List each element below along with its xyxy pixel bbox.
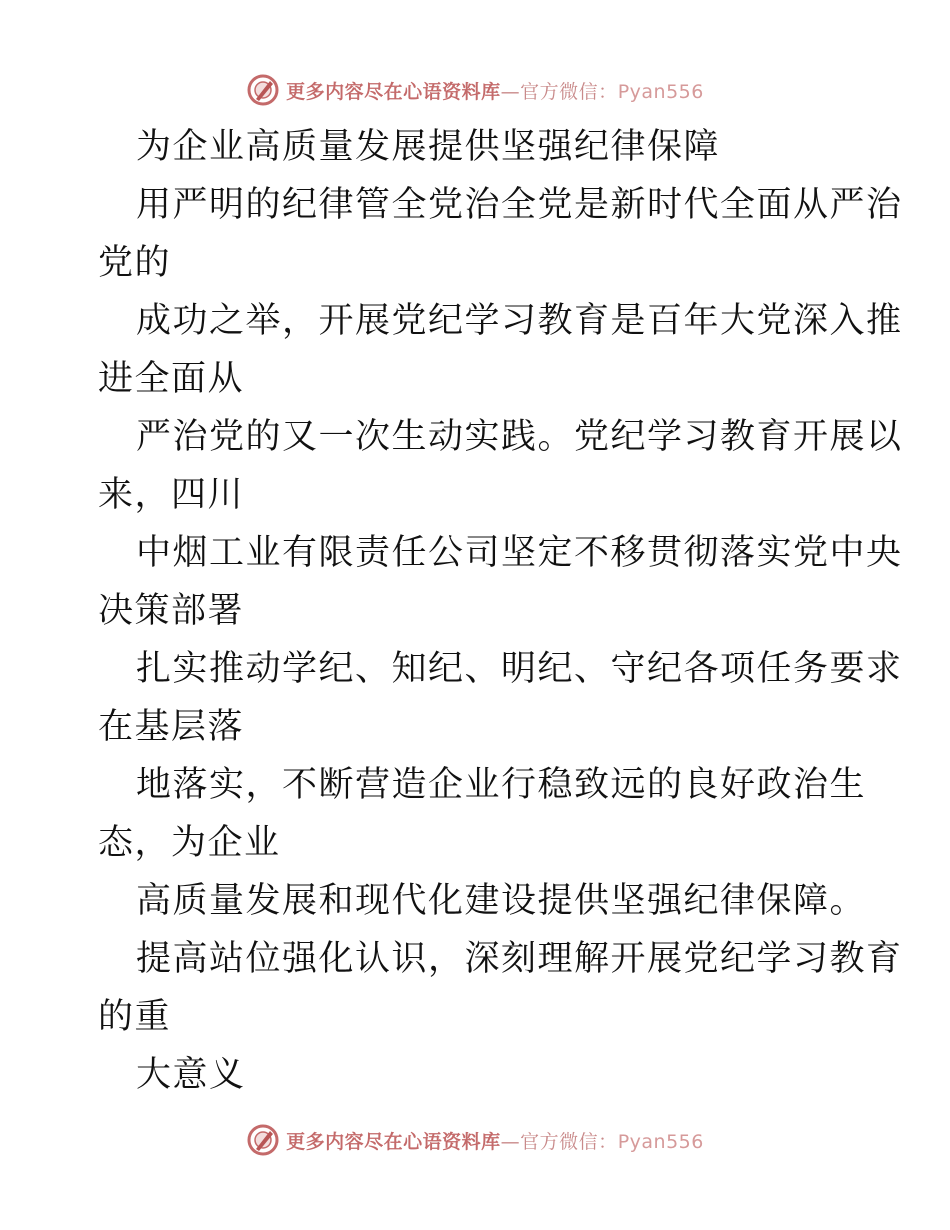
watermark-text — [286, 1127, 704, 1154]
text-line: 态，为企业 — [98, 823, 281, 863]
watermark-dash: — — [500, 80, 521, 103]
text-line: 大意义 — [136, 1055, 246, 1095]
text-line: 为企业高质量发展提供坚强纪律保障 — [136, 127, 721, 167]
watermark-dash: — — [500, 1130, 521, 1153]
pen-logo-icon — [246, 1123, 280, 1157]
text-line: 地落实，不断营造企业行稳致远的良好政治生 — [136, 765, 867, 805]
watermark-id: Pyan556 — [617, 80, 704, 103]
text-line: 的重 — [98, 997, 172, 1037]
text-line: 成功之举，开展党纪学习教育是百年大党深入推 — [136, 301, 903, 341]
watermark-brand: 更多内容尽在心语资料库 — [286, 1130, 501, 1153]
watermark-official: 官方微信： — [520, 80, 618, 103]
footer-watermark — [0, 1120, 950, 1160]
document-body — [98, 118, 903, 1104]
text-line: 进全面从 — [98, 359, 245, 399]
text-line: 在基层落 — [98, 707, 245, 747]
text-line: 党的 — [98, 243, 172, 283]
watermark-text — [286, 77, 704, 104]
text-line: 决策部署 — [98, 591, 245, 631]
watermark-id: Pyan556 — [617, 1130, 704, 1153]
text-line: 严治党的又一次生动实践。党纪学习教育开展以 — [136, 417, 903, 457]
text-line: 中烟工业有限责任公司坚定不移贯彻落实党中央 — [136, 533, 903, 573]
pen-logo-icon — [246, 73, 280, 107]
watermark-brand: 更多内容尽在心语资料库 — [286, 80, 501, 103]
watermark-official: 官方微信： — [520, 1130, 618, 1153]
header-watermark — [0, 70, 950, 110]
text-line: 提高站位强化认识，深刻理解开展党纪学习教育 — [136, 939, 903, 979]
text-line: 来，四川 — [98, 475, 245, 515]
text-line: 用严明的纪律管全党治全党是新时代全面从严治 — [136, 185, 903, 225]
text-line: 高质量发展和现代化建设提供坚强纪律保障。 — [136, 881, 867, 921]
text-line: 扎实推动学纪、知纪、明纪、守纪各项任务要求 — [136, 649, 903, 689]
